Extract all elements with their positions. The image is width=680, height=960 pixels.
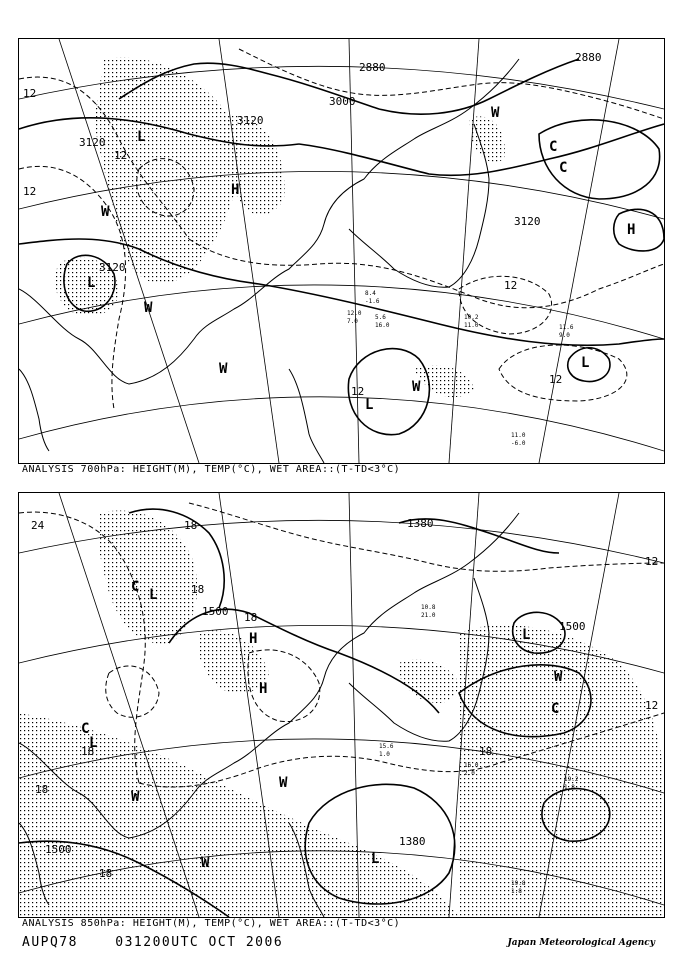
station-value: 2.0: [464, 770, 475, 777]
station-value: 7.0: [347, 318, 358, 325]
low-center-symbol: L: [149, 587, 158, 603]
station-value: 19.2: [564, 776, 579, 783]
station-value: 5.6: [375, 314, 386, 321]
warm-center-symbol: W: [201, 855, 210, 871]
low-center-symbol: L: [581, 355, 590, 371]
station-value: 19.8: [511, 880, 526, 887]
station-value: 16.0: [464, 762, 479, 769]
temp-label: 18: [99, 867, 113, 880]
low-center-symbol: L: [365, 397, 374, 413]
map-700hpa: [19, 39, 664, 463]
warm-center-symbol: W: [101, 204, 110, 220]
temp-label: 12: [645, 699, 659, 712]
map-panel-700hpa: [18, 38, 665, 464]
caption-700hpa: ANALYSIS 700hPa: HEIGHT(M), TEMP(°C), WET AREA::(T-TD<3°C): [22, 464, 401, 475]
low-center-symbol: L: [371, 851, 380, 867]
station-value: 11.6: [559, 324, 574, 331]
low-center-symbol: L: [522, 627, 531, 643]
cold-center-symbol: C: [81, 721, 90, 737]
cold-center-symbol: C: [559, 160, 568, 176]
valid-time-label: 031200UTC OCT 2006: [115, 935, 284, 950]
temp-label: 12: [23, 87, 37, 100]
temp-label: 18: [244, 611, 258, 624]
warm-center-symbol: W: [554, 669, 563, 685]
agency-credit: Japan Meteorological Agency: [507, 938, 655, 948]
warm-center-symbol: W: [279, 775, 288, 791]
height-label: 1380: [399, 835, 426, 848]
station-values: [347, 290, 574, 447]
cold-center-symbol: C: [551, 701, 560, 717]
station-value: -1.6: [365, 298, 380, 305]
height-label: 3120: [79, 136, 106, 149]
cold-center-symbol: C: [131, 579, 140, 595]
height-label: 1380: [407, 517, 434, 530]
cold-center-symbol: C: [549, 139, 558, 155]
high-center-symbol: H: [627, 222, 636, 238]
station-value: 1.0: [379, 751, 390, 758]
station-value: 15.6: [379, 743, 394, 750]
temp-label: 18: [35, 783, 49, 796]
station-value: 11.0: [511, 432, 526, 439]
low-center-symbol: L: [87, 275, 96, 291]
station-value: 10.2: [464, 314, 479, 321]
height-label: 3120: [99, 261, 126, 274]
high-center-symbol: H: [249, 631, 258, 647]
chart-id-label: AUPQ78: [22, 935, 78, 950]
warm-center-symbol: W: [131, 789, 140, 805]
high-center-symbol: H: [231, 182, 240, 198]
temp-label: 12: [351, 385, 365, 398]
station-value: 10.8: [421, 604, 436, 611]
warm-center-symbol: W: [491, 105, 500, 121]
station-value: 12.0: [347, 310, 362, 317]
warm-center-symbol: W: [144, 300, 153, 316]
temp-label: 12: [549, 373, 563, 386]
low-center-symbol: L: [137, 129, 146, 145]
wet-areas: [55, 57, 505, 397]
height-label: 3120: [237, 114, 264, 127]
temp-label: 12: [23, 185, 37, 198]
station-value: 8.4: [365, 290, 376, 297]
station-value: 21.0: [421, 612, 436, 619]
wet-areas: [19, 510, 664, 917]
caption-850hpa: ANALYSIS 850hPa: HEIGHT(M), TEMP(°C), WET AREA::(T-TD<3°C): [22, 918, 401, 929]
station-value: 1.8: [564, 784, 575, 791]
temp-label: 12: [504, 279, 518, 292]
height-label: 1500: [202, 605, 229, 618]
temp-label: 18: [81, 745, 95, 758]
station-value: 11.0: [464, 322, 479, 329]
temp-label: 12: [645, 555, 659, 568]
temp-label: 12: [114, 149, 128, 162]
warm-center-symbol: W: [219, 361, 228, 377]
chart-footer: [22, 935, 283, 950]
height-label: 3000: [329, 95, 356, 108]
low-center-symbol: L: [89, 735, 98, 751]
height-label: 1500: [45, 843, 72, 856]
station-value: -6.0: [511, 440, 526, 447]
station-value: 16.0: [375, 322, 390, 329]
station-value: 1.8: [511, 888, 522, 895]
temp-label: 18: [479, 745, 493, 758]
temp-label: 18: [191, 583, 205, 596]
height-label: 3120: [514, 215, 541, 228]
warm-center-symbol: W: [412, 379, 421, 395]
temp-label: 24: [31, 519, 45, 532]
station-value: 9.0: [559, 332, 570, 339]
high-center-symbol: H: [259, 681, 268, 697]
map-850hpa: [19, 493, 664, 917]
map-panel-850hpa: [18, 492, 665, 918]
height-label: 2880: [575, 51, 602, 64]
temp-label: 18: [184, 519, 198, 532]
height-label: 2880: [359, 61, 386, 74]
height-label: 1500: [559, 620, 586, 633]
